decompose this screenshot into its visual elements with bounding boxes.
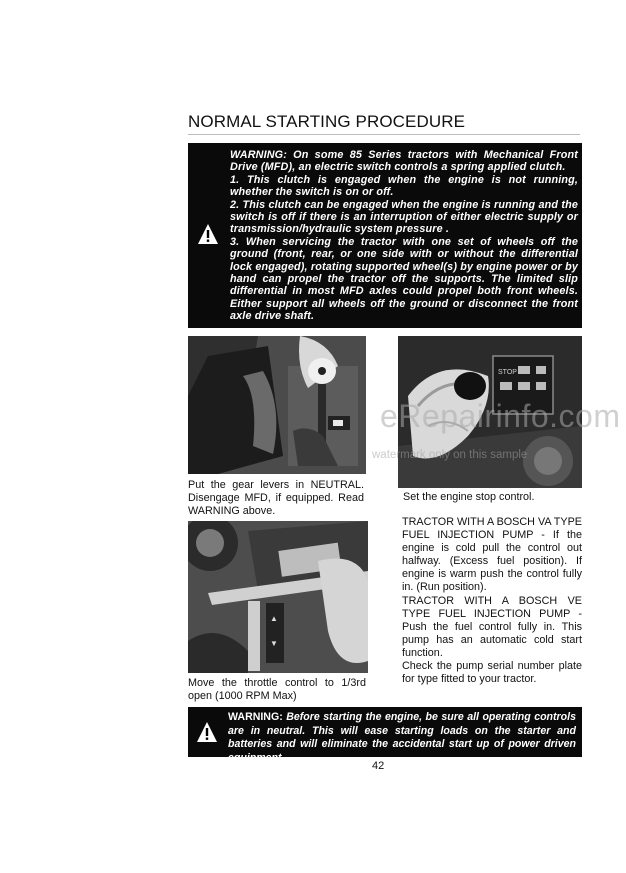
warning-line: 3. When servicing the tractor with one set of wheels off the ground (front, rear, or one side with or without the differential lock engaged), rotating supported wheel(s) by engine power or by hand can propel the tractor off the supports. The limited slip differential in most MFD axles could propel both front wheels. Either support all wheels off the ground or disconnect the front axle drive shaft. xyxy=(230,235,578,323)
warning-body: Before starting the engine, be sure all operating controls are in neutral. This will ease starting loads on the starter and batteries and will eliminate the accidental start up of power driven equipment. xyxy=(228,711,576,764)
caption-throttle: Move the throttle control to 1/3rd open (1000 RPM Max) xyxy=(188,677,366,703)
stop-label: STOP xyxy=(498,369,517,376)
title-divider xyxy=(188,134,580,135)
photo-throttle-control xyxy=(188,521,368,673)
warning-text xyxy=(230,149,578,323)
warning-box-neutral xyxy=(188,707,582,764)
warning-box-mfd xyxy=(188,143,582,328)
watermark-brand: eRepairinfo.com xyxy=(380,398,621,434)
paragraph-serial-plate: Check the pump serial number plate for type fitted to your tractor. xyxy=(402,660,582,686)
fuel-pump-instructions xyxy=(402,516,582,686)
caption-gear-levers: Put the gear levers in NEUTRAL. Disengage MFD, if equipped. Read WARNING above. xyxy=(188,479,364,518)
warning-triangle-icon xyxy=(196,721,218,743)
caption-stop-control: Set the engine stop control. xyxy=(403,491,535,503)
page-title: NORMAL STARTING PROCEDURE xyxy=(188,112,466,131)
watermark-note: watermark only on this sample xyxy=(372,449,528,461)
warning-line: 1. This clutch is engaged when the engine is not running, whether the switch is on or off. xyxy=(230,173,578,199)
page-number: 42 xyxy=(372,760,385,772)
warning-line: WARNING: On some 85 Series tractors with Mechanical Front Drive (MFD), an electric switch controls a spring applied clutch. xyxy=(230,149,578,174)
svg-text:▲: ▲ xyxy=(270,614,278,623)
paragraph-bosch-va: TRACTOR WITH A BOSCH VA TYPE FUEL INJECTION PUMP - If the engine is cold pull the control out halfway. (Excess fuel position). If engine is warm push the control fully in. (Run position). xyxy=(402,516,582,594)
photo-gear-levers xyxy=(188,336,366,474)
svg-text:▼: ▼ xyxy=(270,639,278,648)
warning-lead: WARNING: xyxy=(228,711,283,723)
warning-line: 2. This clutch can be engaged when the engine is running and the switch is off if there is an interruption of either electric supply or transmission/hydraulic system pressure . xyxy=(230,198,578,236)
paragraph-bosch-ve: TRACTOR WITH A BOSCH VE TYPE FUEL INJECTION PUMP - Push the fuel control fully in. This pump has an automatic cold start function. xyxy=(402,594,582,659)
warning-bottom-text xyxy=(228,711,576,765)
warning-triangle-icon xyxy=(197,223,219,245)
